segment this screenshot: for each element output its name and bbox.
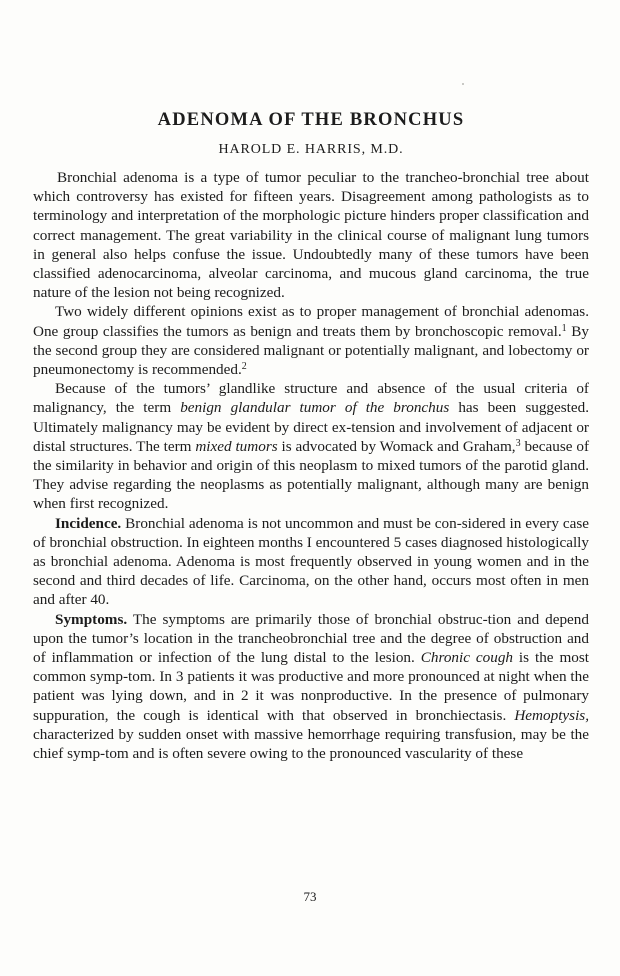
- paragraph-text: because of the similarity in behavior and origin of this neoplasm to mixed tumors of the parotid gland. They advise regarding the neoplasms as potentially malignant, although many are benign when first recognized.: [33, 437, 590, 513]
- section-heading-incidence: Incidence.: [55, 514, 122, 532]
- paragraph-text: is advocated by Womack and Graham,: [277, 437, 516, 455]
- italic-term: Chronic cough: [420, 649, 514, 667]
- paragraph-text: is the most common symp-tom. In 3 patients it was productive and more pronounced at night when the patient was lying down, and in 2 it was nonproductive. In the presence of pulmonary suppuration, the cough is identical with that observed in bronchiectasis.: [33, 649, 589, 724]
- paragraph-text: By the second group they are considered malignant or potentially malignant, and lobectomy or pneumonectomy is recommended.: [33, 322, 589, 379]
- reference-marker: 1: [561, 322, 567, 334]
- paragraph-management: [33, 302, 589, 379]
- page-number: 73: [303, 889, 317, 904]
- paragraph-introduction: Bronchial adenoma is a type of tumor peculiar to the trancheo-bronchial tree about which controversy has existed for fifteen years. Disagreement among pathologists as to terminology and interpretation of the morphologic picture hinders proper classification and correct management. The great variability in the clinical course of malignant lung tumors in general also helps confuse the issue. Undoubtedly many of these tumors have been classified adenocarcinoma, alveolar carcinoma, and mucous gland carcinoma, the true nature of the lesion not being recognized.: [33, 169, 589, 302]
- paragraph-text: The symptoms are primarily those of bronchial obstruc-tion and depend upon the tumor’s location in the trancheobronchial tree and the degree of obstruction and of inflammation or infection of the lung distal to the lesion.: [33, 610, 589, 667]
- italic-term: mixed tumors: [195, 437, 278, 455]
- paragraph-text: has been suggested. Ultimately malignancy may be evident by direct ex-tension and involvement of adjacent or distal structures. The term: [33, 399, 590, 455]
- paragraph-text: Two widely different opinions exist as to proper management of bronchial adenomas. One group classifies the tumors as benign and treats them by bronchoscopic removal.: [33, 303, 589, 340]
- italic-term: benign glandular tumor of the bronchus: [180, 399, 450, 417]
- paragraph-incidence: [33, 514, 589, 610]
- paragraph-glandlike-structure: [33, 379, 589, 513]
- article-body: [33, 168, 589, 763]
- article-title: ADENOMA OF THE BRONCHUS: [157, 110, 465, 130]
- section-heading-symptoms: Symptoms.: [55, 610, 128, 628]
- article-page: [33, 110, 589, 763]
- article-author: HAROLD E. HARRIS, M.D.: [218, 142, 404, 157]
- scan-speck: [462, 83, 464, 85]
- paragraph-text: Bronchial adenoma is not uncommon and must be con-sidered in every case of bronchial obstruction. In eighteen months I encountered 5 cases diagnosed histologically as bronchial adenoma. Adenoma is most frequently observed in young women and in the second and third decades of life. Carcinoma, on the other hand, occurs most often in men and after 40.: [33, 514, 589, 609]
- reference-marker: 3: [515, 437, 521, 449]
- paragraph-symptoms: [33, 610, 589, 764]
- paragraph-text: characterized by sudden onset with massive hemorrhage requiring transfusion, may be the chief symp-tom and is often severe owing to the pronounced vascularity of these: [33, 725, 589, 763]
- italic-term: Hemoptysis,: [514, 706, 589, 724]
- paragraph-text: Because of the tumors’ glandlike structure and absence of the usual criteria of malignancy, the term: [33, 380, 589, 417]
- reference-marker: 2: [241, 361, 247, 373]
